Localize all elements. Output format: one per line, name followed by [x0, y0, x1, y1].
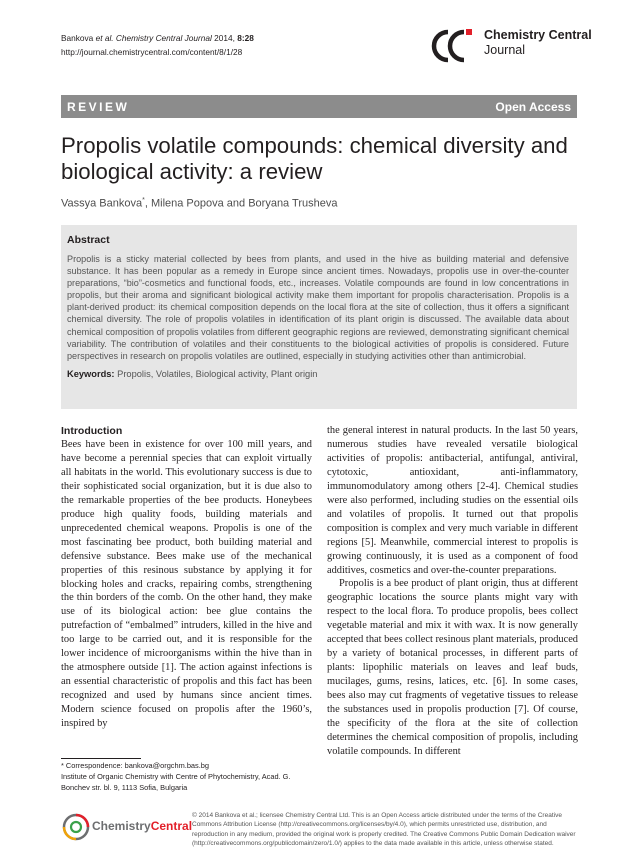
- correspondence-email[interactable]: * Correspondence: bankova@orgchm.bas.bg: [61, 761, 210, 770]
- author-list: [61, 194, 337, 211]
- keywords-label: Keywords:: [67, 368, 115, 379]
- license-statement: © 2014 Bankova et al.; licensee Chemistry Central Ltd. This is an Open Access article distributed under the terms of the Creative Commons Attribution License (http://creativecommons.org/licenses/by/4.0), which permits unrestricted use, distribution, and reproduction in any medium, provided the original work is properly credited. The Creative Commons Public Domain Dedication waiver (http://creativecommons.org/publicdomain/zero/1.0/) applies to the data made available in this article, unless otherwise stated.: [192, 812, 576, 848]
- publisher-logo-icon: [61, 812, 91, 842]
- publisher-logo-part1: Chemistry: [92, 819, 151, 833]
- logo-line2: Journal: [484, 43, 525, 57]
- body-column-left: [61, 424, 312, 731]
- header-journal: Chemistry Central Journal: [115, 33, 212, 43]
- corresponding-marker: *: [142, 197, 145, 204]
- abstract-box: [61, 225, 577, 409]
- author-rest: , Milena Popova and Boryana Trusheva: [144, 197, 338, 210]
- keywords-list: Propolis, Volatiles, Biological activity, Plant origin: [117, 368, 318, 379]
- body-paragraph: Bees have been in existence for over 100 mill years, and have become a perennial species that can exploit virtually all habitats in the world. This evolutionary success is due to their sophisticated social organization, but it is due also to the remarkable properties of the bee products. Honeybees produce high quality foods, building materials and unprecedented chemical weapons. Propolis is one of the most fascinating bee product, both building material and defensive substance. Bees make use of the mechanical properties of this resinous substance by applying it for blocking holes and cracks, repairing combs, strengthening the thin borders of the comb. On the other hand, they make use of its biological action: bee glue contains the putrefaction of “embalmed” intruders, killed in the hive and too large to be carried out, and it is responsible for the lower incidence of microorganisms within the hive than in the atmosphere outside [1]. The action against infections is an essential characteristic of propolis and this fact has been recognized and used by humans since ancient times. Modern science focused on propolis after the 1960’s, inspired by: [61, 439, 312, 730]
- header-article: 8:28: [237, 33, 254, 43]
- publisher-logo: [61, 812, 193, 842]
- body-paragraph: the general interest in natural products. In the last 50 years, numerous studies have revealed versatile biological activities of propolis: antibacterial, antifungal, antiviral, cytotoxic, antioxidant, anti-inflammatory, immunomodulatory among others [2-4]. Chemical studies were also performed, including studies on the essential oils and volatiles of propolis. It turned out that propolis composition is complex and very much variable in different regions [5]. Meanwhile, commercial interest to propolis is growing continuously, it is used as a component of food additives, cosmetics and over-the-counter preparations.: [327, 425, 578, 576]
- correspondence-footnote: [61, 761, 312, 793]
- article-title: Propolis volatile compounds: chemical diversity and biological activity: a review: [61, 133, 568, 184]
- abstract-heading: Abstract: [67, 234, 110, 246]
- body-column-right: [327, 424, 578, 759]
- author-first: Vassya Bankova: [61, 197, 143, 210]
- publisher-logo-part2: Central: [150, 819, 193, 833]
- header-year: 2014,: [214, 33, 235, 43]
- affiliation: Institute of Organic Chemistry with Centre of Phytochemistry, Acad. G. Bonchev str. bl. 9, 1113 Sofia, Bulgaria: [61, 771, 291, 792]
- footnote-divider: [61, 758, 141, 759]
- keywords: [67, 368, 569, 380]
- header-authors: Bankova: [61, 33, 94, 43]
- header-citation: [61, 31, 254, 59]
- header-url[interactable]: http://journal.chemistrycentral.com/content/8/1/28: [61, 47, 243, 57]
- journal-logo-icon: [428, 26, 482, 66]
- open-access-label: Open Access: [495, 99, 571, 114]
- header-etal: et al.: [95, 33, 114, 43]
- article-type: REVIEW: [67, 99, 130, 114]
- article-type-banner: [61, 95, 577, 118]
- abstract-text: Propolis is a sticky material collected by bees from plants, and used in the hive as building material and defensive substance. It has been popular as a remedy in Europe since ancient times. Nowadays, propolis use in over-the-counter preparations, “bio”-cosmetics and functional foods, etc., increases. Volatile compounds are found in low concentrations in propolis, but their aroma and significant biological activity make them important for propolis characterisation. Propolis is a plant-derived product: its chemical composition depends on the local flora at the site of collection, thus it offers a significant chemical diversity. The role of propolis volatiles in identification of its plant origin is discussed. The available data about chemical composition of propolis volatiles from different geographic regions are reviewed, demonstrating significant chemical variability. The contribution of volatiles and their constituents to the biological activities of propolis is considered. Future perspectives in research on propolis volatiles are outlined, especially in studying activities other than antimicrobial.: [67, 254, 569, 361]
- journal-logo: [428, 26, 592, 66]
- logo-line1: Chemistry Central: [484, 28, 592, 42]
- section-heading-introduction: Introduction: [61, 425, 123, 437]
- body-paragraph: Propolis is a bee product of plant origin, thus at different geographic locations the source plants might vary with respect to the local flora. To produce propolis, bees collect vegetable material and mix it with wax. It is now generally accepted that bees collect resinous plant materials, produced by a variety of botanical processes, in different parts of plants: lipophilic materials on leaves and leaf buds, mucilages, gums, resins, latices, etc. [6]. In some cases, bees also may cut fragments of vegetative tissues to release the substances used in propolis production [7]. Of course, the specificity of the flora at the site of collection determines the chemical composition of propolis, including volatile compounds. In different: [327, 578, 579, 757]
